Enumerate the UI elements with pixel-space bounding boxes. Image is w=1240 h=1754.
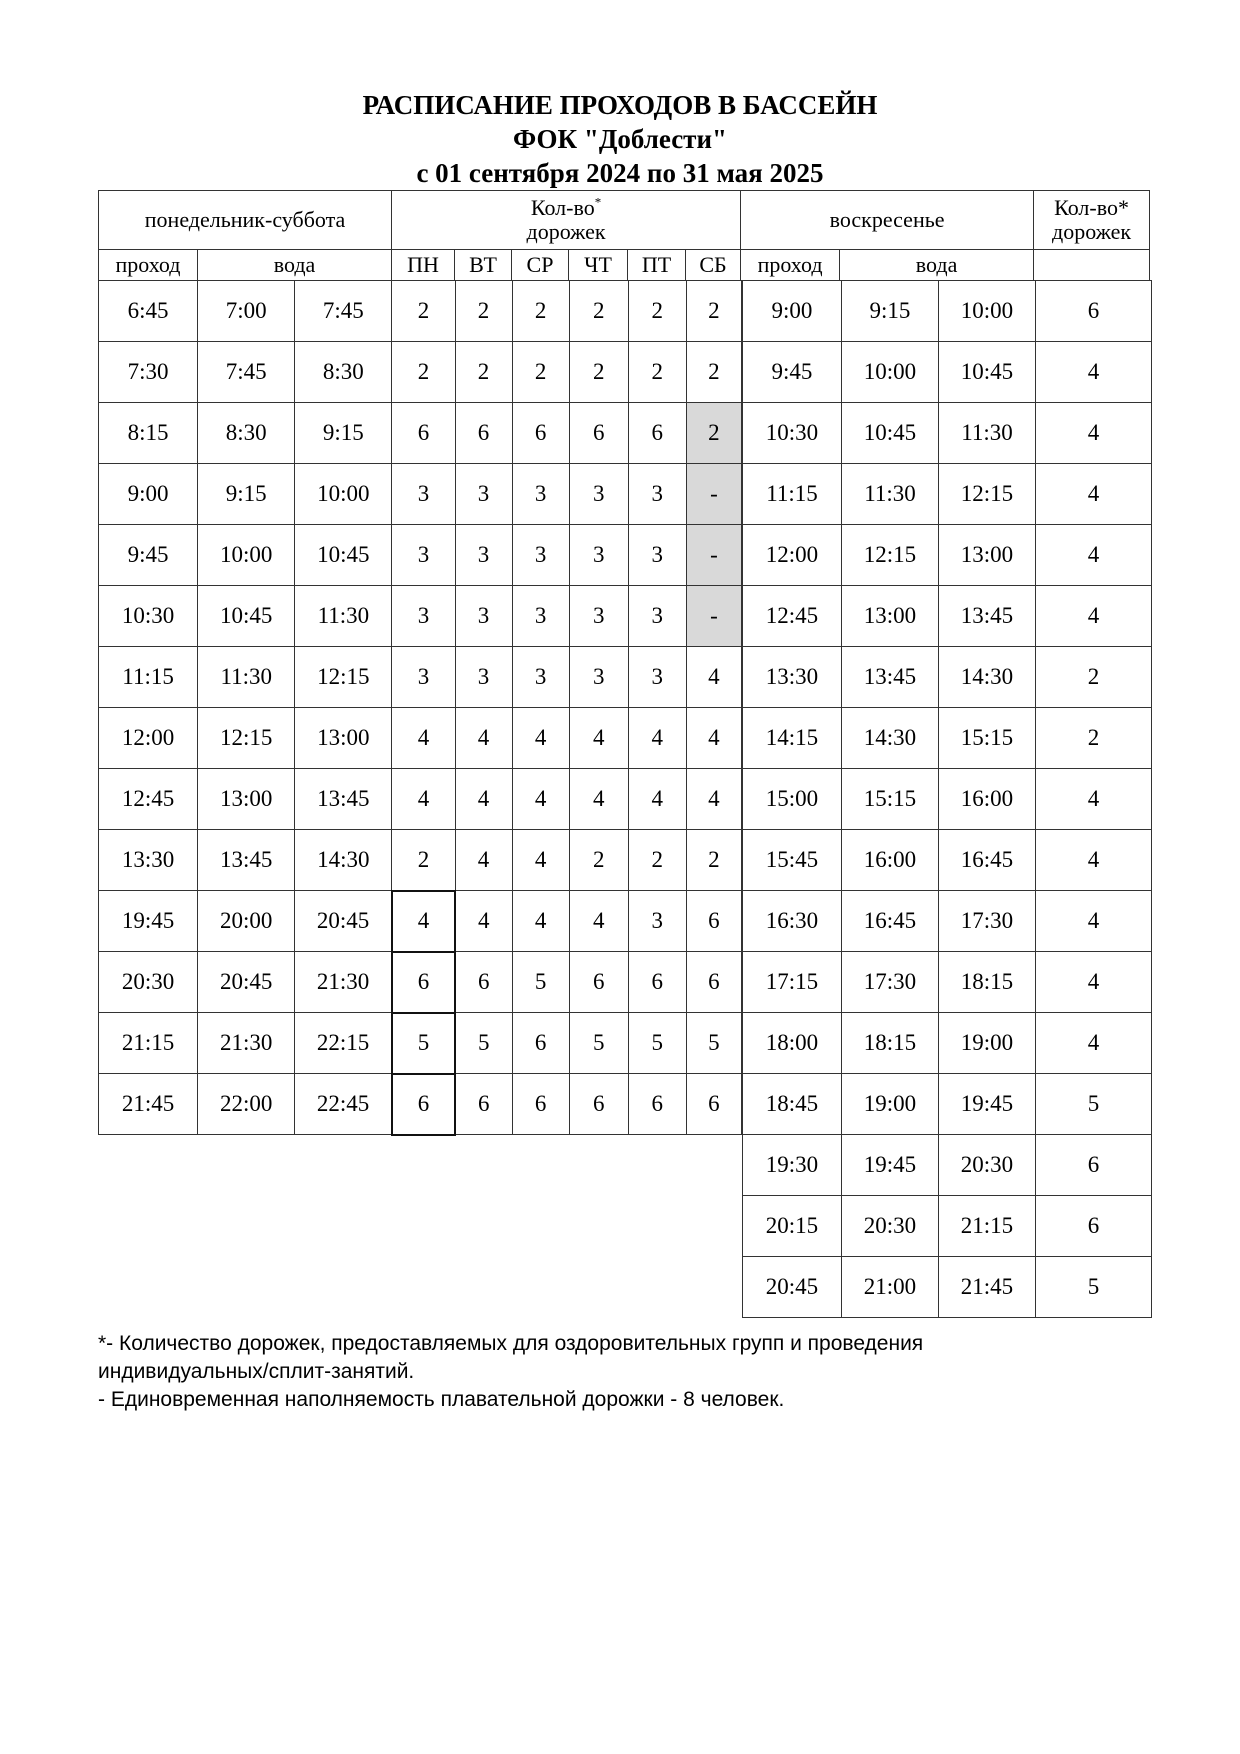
table-row <box>99 342 742 403</box>
lanes-cell: 6 <box>512 403 569 464</box>
lanes-cell: 2 <box>569 342 628 403</box>
sunday-pass-time-cell: 10:30 <box>743 403 842 464</box>
lanes-cell: 4 <box>686 708 741 769</box>
table-row <box>99 952 742 1013</box>
lanes-cell: 5 <box>392 1013 455 1074</box>
table-row <box>99 281 742 342</box>
pass-time-cell: 8:15 <box>99 403 198 464</box>
lanes-cell: - <box>686 525 741 586</box>
day-header-tue: ВТ <box>455 250 512 281</box>
sunday-pass-time-cell: 13:30 <box>743 647 842 708</box>
sunday-pass-time-cell: 17:15 <box>743 952 842 1013</box>
sunday-lanes-header <box>1034 191 1150 250</box>
water-end-cell: 12:15 <box>295 647 392 708</box>
sunday-water-start-cell: 9:15 <box>842 281 939 342</box>
lanes-cell: 3 <box>392 464 455 525</box>
sunday-water-start-cell: 15:15 <box>842 769 939 830</box>
lanes-cell: - <box>686 586 741 647</box>
table-row <box>743 1196 1152 1257</box>
pass-time-cell: 21:45 <box>99 1074 198 1135</box>
lanes-cell: 3 <box>392 586 455 647</box>
lanes-cell: 4 <box>455 769 512 830</box>
sunday-water-end-cell: 18:15 <box>939 952 1036 1013</box>
sunday-lanes-cell: 2 <box>1036 708 1152 769</box>
pass-col-header: проход <box>99 250 198 281</box>
lanes-cell: 3 <box>512 586 569 647</box>
lanes-cell: 4 <box>455 891 512 952</box>
lanes-cell: 3 <box>628 525 686 586</box>
table-row <box>99 830 742 891</box>
lanes-cell: 3 <box>455 586 512 647</box>
sunday-pass-time-cell: 9:00 <box>743 281 842 342</box>
sunday-water-end-cell: 11:30 <box>939 403 1036 464</box>
table-row <box>743 464 1152 525</box>
lanes-cell: 3 <box>392 647 455 708</box>
footnotes <box>98 1330 923 1414</box>
sunday-water-end-cell: 14:30 <box>939 647 1036 708</box>
sunday-lanes-cell: 5 <box>1036 1257 1152 1318</box>
water-end-cell: 20:45 <box>295 891 392 952</box>
sunday-water-start-cell: 19:45 <box>842 1135 939 1196</box>
pass-time-cell: 7:30 <box>99 342 198 403</box>
pass-time-cell: 19:45 <box>99 891 198 952</box>
lanes-cell: 6 <box>455 1074 512 1135</box>
lanes-cell: - <box>686 464 741 525</box>
lanes-cell: 4 <box>392 769 455 830</box>
water-end-cell: 10:45 <box>295 525 392 586</box>
day-header-sat: СБ <box>686 250 741 281</box>
lanes-cell: 4 <box>512 769 569 830</box>
water-end-cell: 21:30 <box>295 952 392 1013</box>
sunday-water-end-cell: 13:45 <box>939 586 1036 647</box>
lanes-cell: 2 <box>628 830 686 891</box>
table-row <box>743 952 1152 1013</box>
table-row <box>99 586 742 647</box>
water-end-cell: 11:30 <box>295 586 392 647</box>
table-row <box>743 1074 1152 1135</box>
sunday-water-start-cell: 12:15 <box>842 525 939 586</box>
sunday-pass-time-cell: 18:45 <box>743 1074 842 1135</box>
sunday-water-start-cell: 10:45 <box>842 403 939 464</box>
sunday-lanes-cell: 4 <box>1036 830 1152 891</box>
water-start-cell: 21:30 <box>198 1013 295 1074</box>
table-row <box>99 1013 742 1074</box>
lanes-cell: 2 <box>392 342 455 403</box>
sunday-pass-time-cell: 20:15 <box>743 1196 842 1257</box>
sunday-pass-time-cell: 12:00 <box>743 525 842 586</box>
water-end-cell: 8:30 <box>295 342 392 403</box>
lanes-cell: 6 <box>455 952 512 1013</box>
table-row <box>743 1257 1152 1318</box>
table-row <box>99 464 742 525</box>
lanes-cell: 6 <box>569 1074 628 1135</box>
table-row <box>99 525 742 586</box>
sunday-pass-col-header: проход <box>741 250 840 281</box>
sunday-water-start-cell: 13:00 <box>842 586 939 647</box>
lanes-cell: 3 <box>512 464 569 525</box>
lanes-cell: 2 <box>392 830 455 891</box>
sunday-water-start-cell: 17:30 <box>842 952 939 1013</box>
pass-time-cell: 9:45 <box>99 525 198 586</box>
weekday-schedule <box>98 280 742 1136</box>
lanes-cell: 6 <box>628 1074 686 1135</box>
lanes-cell: 5 <box>569 1013 628 1074</box>
lanes-cell: 4 <box>628 769 686 830</box>
footnote-lanes: *- Количество дорожек, предоставляемых для оздоровительных групп и проведения <box>98 1332 924 1355</box>
water-start-cell: 10:00 <box>198 525 295 586</box>
water-end-cell: 22:45 <box>295 1074 392 1135</box>
sunday-lanes-cell: 6 <box>1036 1135 1152 1196</box>
lanes-cell: 2 <box>455 342 512 403</box>
lanes-cell: 3 <box>512 647 569 708</box>
lanes-cell: 6 <box>392 1074 455 1135</box>
water-start-cell: 22:00 <box>198 1074 295 1135</box>
sunday-pass-time-cell: 14:15 <box>743 708 842 769</box>
lanes-cell: 2 <box>686 830 741 891</box>
sunday-water-end-cell: 19:45 <box>939 1074 1036 1135</box>
water-end-cell: 7:45 <box>295 281 392 342</box>
lanes-cell: 4 <box>686 769 741 830</box>
sunday-water-start-cell: 13:45 <box>842 647 939 708</box>
footnote-lanes-cont: индивидуальных/сплит-занятий. <box>98 1360 415 1383</box>
table-row <box>99 769 742 830</box>
sunday-pass-time-cell: 16:30 <box>743 891 842 952</box>
table-row <box>743 708 1152 769</box>
lanes-cell: 3 <box>512 525 569 586</box>
sunday-water-start-cell: 20:30 <box>842 1196 939 1257</box>
lanes-cell: 6 <box>512 1013 569 1074</box>
water-start-cell: 11:30 <box>198 647 295 708</box>
water-end-cell: 13:45 <box>295 769 392 830</box>
lanes-cell: 6 <box>686 952 741 1013</box>
sunday-pass-time-cell: 18:00 <box>743 1013 842 1074</box>
lanes-cell: 6 <box>686 1074 741 1135</box>
sunday-lanes-cell: 5 <box>1036 1074 1152 1135</box>
lanes-cell: 2 <box>686 281 741 342</box>
table-row <box>99 403 742 464</box>
pass-time-cell: 20:30 <box>99 952 198 1013</box>
lanes-cell: 6 <box>392 952 455 1013</box>
sunday-water-end-cell: 16:45 <box>939 830 1036 891</box>
page-title: РАСПИСАНИЕ ПРОХОДОВ В БАССЕЙН <box>362 90 878 120</box>
sunday-water-end-cell: 17:30 <box>939 891 1036 952</box>
lanes-cell: 3 <box>628 891 686 952</box>
lanes-cell: 6 <box>569 952 628 1013</box>
water-start-cell: 8:30 <box>198 403 295 464</box>
sunday-pass-time-cell: 15:45 <box>743 830 842 891</box>
table-row <box>99 647 742 708</box>
water-start-cell: 12:15 <box>198 708 295 769</box>
lanes-cell: 4 <box>455 708 512 769</box>
water-start-cell: 20:45 <box>198 952 295 1013</box>
lanes-cell: 2 <box>512 281 569 342</box>
lanes-cell: 3 <box>392 525 455 586</box>
lanes-cell: 6 <box>686 891 741 952</box>
water-start-cell: 7:00 <box>198 281 295 342</box>
sunday-pass-time-cell: 15:00 <box>743 769 842 830</box>
sunday-water-end-cell: 21:45 <box>939 1257 1036 1318</box>
lanes-cell: 5 <box>686 1013 741 1074</box>
lanes-cell: 4 <box>392 891 455 952</box>
water-end-cell: 13:00 <box>295 708 392 769</box>
lanes-header-label: Кол-во <box>530 195 595 220</box>
lanes-cell: 2 <box>569 281 628 342</box>
sunday-lanes-blank <box>1034 250 1150 281</box>
sunday-water-end-cell: 16:00 <box>939 769 1036 830</box>
water-start-cell: 13:00 <box>198 769 295 830</box>
lanes-cell: 3 <box>569 464 628 525</box>
sunday-lanes-cell: 6 <box>1036 1196 1152 1257</box>
lanes-cell: 3 <box>569 647 628 708</box>
page-subtitle: ФОК "Доблести" <box>513 124 727 154</box>
table-row <box>99 708 742 769</box>
water-start-cell: 20:00 <box>198 891 295 952</box>
footnote-star: * <box>594 194 602 210</box>
lanes-cell: 3 <box>569 586 628 647</box>
lanes-cell: 2 <box>512 342 569 403</box>
sunday-lanes-cell: 4 <box>1036 952 1152 1013</box>
sunday-pass-time-cell: 9:45 <box>743 342 842 403</box>
pass-time-cell: 13:30 <box>99 830 198 891</box>
lanes-cell: 4 <box>392 708 455 769</box>
table-row <box>99 1074 742 1135</box>
lanes-cell: 3 <box>455 525 512 586</box>
sunday-water-start-cell: 16:45 <box>842 891 939 952</box>
water-end-cell: 9:15 <box>295 403 392 464</box>
lanes-cell: 6 <box>628 403 686 464</box>
sunday-pass-time-cell: 12:45 <box>743 586 842 647</box>
sunday-pass-time-cell: 19:30 <box>743 1135 842 1196</box>
lanes-cell: 4 <box>569 769 628 830</box>
table-row <box>743 281 1152 342</box>
day-header-thu: ЧТ <box>569 250 628 281</box>
lanes-cell: 4 <box>686 647 741 708</box>
sunday-lanes-cell: 4 <box>1036 891 1152 952</box>
lanes-cell: 6 <box>628 952 686 1013</box>
sunday-water-end-cell: 12:15 <box>939 464 1036 525</box>
pass-time-cell: 21:15 <box>99 1013 198 1074</box>
pass-time-cell: 9:00 <box>99 464 198 525</box>
lanes-cell: 3 <box>455 464 512 525</box>
table-row <box>743 647 1152 708</box>
day-header-mon: ПН <box>392 250 455 281</box>
table-row <box>743 342 1152 403</box>
water-start-cell: 9:15 <box>198 464 295 525</box>
lanes-cell: 2 <box>455 281 512 342</box>
sunday-lanes-cell: 6 <box>1036 281 1152 342</box>
lanes-cell: 3 <box>455 647 512 708</box>
sunday-water-start-cell: 18:15 <box>842 1013 939 1074</box>
lanes-cell: 6 <box>512 1074 569 1135</box>
sunday-pass-time-cell: 20:45 <box>743 1257 842 1318</box>
sunday-schedule <box>742 280 1152 1318</box>
sunday-lanes-cell: 4 <box>1036 1013 1152 1074</box>
lanes-header <box>392 191 741 250</box>
lanes-cell: 2 <box>686 403 741 464</box>
lanes-cell: 3 <box>628 647 686 708</box>
sunday-water-start-cell: 21:00 <box>842 1257 939 1318</box>
sunday-water-end-cell: 13:00 <box>939 525 1036 586</box>
sunday-water-end-cell: 20:30 <box>939 1135 1036 1196</box>
lanes-cell: 2 <box>569 830 628 891</box>
lanes-cell: 4 <box>569 708 628 769</box>
pass-time-cell: 6:45 <box>99 281 198 342</box>
pass-time-cell: 12:45 <box>99 769 198 830</box>
sunday-water-end-cell: 10:45 <box>939 342 1036 403</box>
water-end-cell: 22:15 <box>295 1013 392 1074</box>
sunday-water-end-cell: 19:00 <box>939 1013 1036 1074</box>
lanes-cell: 3 <box>628 586 686 647</box>
sunday-water-start-cell: 19:00 <box>842 1074 939 1135</box>
water-start-cell: 13:45 <box>198 830 295 891</box>
water-start-cell: 10:45 <box>198 586 295 647</box>
lanes-cell: 5 <box>512 952 569 1013</box>
sunday-water-end-cell: 10:00 <box>939 281 1036 342</box>
lanes-cell: 2 <box>628 281 686 342</box>
table-row <box>743 891 1152 952</box>
sunday-lanes-cell: 4 <box>1036 342 1152 403</box>
sunday-pass-time-cell: 11:15 <box>743 464 842 525</box>
lanes-cell: 6 <box>392 403 455 464</box>
pass-time-cell: 11:15 <box>99 647 198 708</box>
lanes-cell: 6 <box>569 403 628 464</box>
lanes-cell: 4 <box>569 891 628 952</box>
lanes-header-sub: дорожек <box>526 219 606 244</box>
sunday-lanes-cell: 4 <box>1036 403 1152 464</box>
table-row <box>743 525 1152 586</box>
sunday-lanes-header-sub: дорожек <box>1052 219 1132 244</box>
sunday-lanes-cell: 4 <box>1036 769 1152 830</box>
lanes-cell: 2 <box>686 342 741 403</box>
footnote-capacity: - Единовременная наполняемость плавательной дорожки - 8 человек. <box>98 1388 785 1411</box>
lanes-cell: 5 <box>628 1013 686 1074</box>
lanes-cell: 4 <box>628 708 686 769</box>
pass-time-cell: 10:30 <box>99 586 198 647</box>
sunday-water-end-cell: 21:15 <box>939 1196 1036 1257</box>
sunday-water-start-cell: 10:00 <box>842 342 939 403</box>
table-row <box>743 586 1152 647</box>
lanes-cell: 5 <box>455 1013 512 1074</box>
lanes-cell: 2 <box>628 342 686 403</box>
lanes-cell: 2 <box>392 281 455 342</box>
table-row <box>743 769 1152 830</box>
sunday-lanes-cell: 4 <box>1036 464 1152 525</box>
sunday-water-start-cell: 16:00 <box>842 830 939 891</box>
water-end-cell: 10:00 <box>295 464 392 525</box>
water-start-cell: 7:45 <box>198 342 295 403</box>
lanes-cell: 6 <box>455 403 512 464</box>
lanes-cell: 3 <box>569 525 628 586</box>
sunday-water-start-cell: 14:30 <box>842 708 939 769</box>
sunday-lanes-cell: 4 <box>1036 525 1152 586</box>
pass-time-cell: 12:00 <box>99 708 198 769</box>
table-row <box>743 1135 1152 1196</box>
day-header-wed: СР <box>512 250 569 281</box>
table-row <box>99 891 742 952</box>
sunday-water-end-cell: 15:15 <box>939 708 1036 769</box>
sunday-lanes-cell: 4 <box>1036 586 1152 647</box>
table-row <box>743 830 1152 891</box>
lanes-cell: 4 <box>512 708 569 769</box>
date-range: с 01 сентября 2024 по 31 мая 2025 <box>416 158 824 188</box>
table-row <box>743 1013 1152 1074</box>
sunday-water-col-header: вода <box>840 250 1034 281</box>
table-row <box>743 403 1152 464</box>
schedule-header <box>98 190 1150 281</box>
lanes-cell: 4 <box>512 830 569 891</box>
sunday-header: воскресенье <box>741 191 1034 250</box>
lanes-cell: 3 <box>628 464 686 525</box>
water-end-cell: 14:30 <box>295 830 392 891</box>
day-header-fri: ПТ <box>628 250 686 281</box>
sunday-lanes-header-label: Кол-во* <box>1054 195 1129 220</box>
weekdays-header: понедельник-суббота <box>99 191 392 250</box>
sunday-water-start-cell: 11:30 <box>842 464 939 525</box>
lanes-cell: 4 <box>455 830 512 891</box>
water-col-header: вода <box>198 250 392 281</box>
lanes-cell: 4 <box>512 891 569 952</box>
sunday-lanes-cell: 2 <box>1036 647 1152 708</box>
